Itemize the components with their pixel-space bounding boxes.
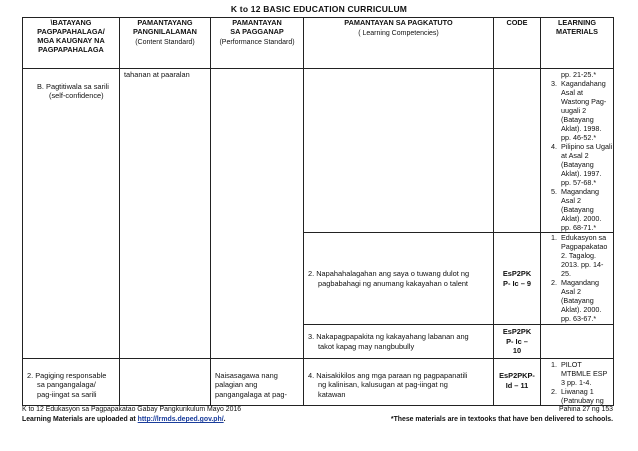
materials-cell: pp. 21-25.* 3. Kagandahang Asal at Wastong Pag-uugali 2 (Batayang Aklat). 1998. pp. 46-52.* 4. Pilipino sa Ugali at Asal 2 (Batayang Aklat). 1997. pp. 57-68.* 5. Magandang Asal 2 (Batayang Aklat). 2000. pp. 68-71.* <box>541 69 614 233</box>
code-cell: EsP2PKP- Id – 11 <box>494 359 541 406</box>
materials-cell <box>541 359 614 406</box>
materials-list <box>541 79 613 232</box>
header-code: CODE <box>494 18 541 69</box>
material-item: 3. Kagandahang Asal at Wastong Pag-uugali 2 (Batayang Aklat). 1998. pp. 46-52.* <box>559 79 613 142</box>
competency-cell: 4. Naisakikilos ang mga paraan ng pagpapanatili ng kalinisan, kalusugan at pag-iingat ng katawan <box>304 359 494 406</box>
content-standard-cell: tahanan at paaralan <box>120 69 211 359</box>
lrmds-link[interactable]: http://lrmds.deped.gov.ph/ <box>137 416 224 423</box>
code-cell-empty <box>494 69 541 233</box>
core-value-cell <box>23 359 120 406</box>
performance-standard-cell <box>211 69 304 359</box>
table-row <box>23 69 614 233</box>
content-standard-cell <box>120 359 211 406</box>
competency-cell-empty <box>304 69 494 233</box>
footer-document-name: K to 12 Edukasyon sa Pagpapakatao Gabay Pangkurikulum Mayo 2016 <box>22 406 242 413</box>
table-header-row <box>23 18 614 69</box>
competency-cell: 2. Napahahalagahan ang saya o tuwang dulot ng pagbabahagi ng anumang kakayahan o talent <box>304 233 494 325</box>
footer-materials-note: Learning Materials are uploaded at http://lrmds.deped.gov.ph/. <box>22 416 226 423</box>
core-value-responsibility: 2. Pagiging responsable sa pangangalaga/ pag-iingat sa sarili <box>27 371 107 399</box>
material-item: 4. Pilipino sa Ugali at Asal 2 (Batayang Aklat). 1997. pp. 57-68.* <box>559 142 613 187</box>
header-content-standard: PAMANTAYANG PANGNILALAMAN (Content Standard) <box>120 18 211 69</box>
header-learning-materials: LEARNING MATERIALS <box>541 18 614 69</box>
material-item: 2. Liwanag 1 (Patnubay ng <box>559 387 613 405</box>
material-item: 2. Magandang Asal 2 (Batayang Aklat). 2000. pp. 63-67.* <box>559 278 613 323</box>
code-cell: EsP2PK P- Ic – 10 <box>494 325 541 359</box>
document-title: K to 12 BASIC EDUCATION CURRICULUM <box>230 4 408 14</box>
header-learning-competencies: PAMANTAYAN SA PAGKATUTO ( Learning Competencies) <box>304 18 494 69</box>
header-performance-standard: PAMANTAYAN SA PAGGANAP (Performance Standard) <box>211 18 304 69</box>
header-core-values: \BATAYANG PAGPAPAHALAGA/ MGA KAUGNAY NA PAGPAPAHALAGA <box>23 18 120 69</box>
competency-cell: 3. Nakapagpapakita ng kakayahang labanan ang takot kapag may nangbubully <box>304 325 494 359</box>
footer-textbook-note: *These materials are in textooks that have ben delivered to schools. <box>390 416 613 423</box>
material-item: 5. Magandang Asal 2 (Batayang Aklat). 2000. pp. 68-71.* <box>559 187 613 232</box>
materials-cell <box>541 233 614 325</box>
material-item: 1. PILOT MTBMLE ESP 3 pp. 1-4. <box>559 360 613 387</box>
curriculum-table <box>22 17 614 406</box>
material-item: 1. Edukasyon sa Pagpapakatao 2. Tagalog. 2013. pp. 14-25. <box>559 233 613 278</box>
footer-page-number: Pahina 27 ng 153 <box>558 406 613 413</box>
table-row <box>23 359 614 406</box>
materials-cell-empty <box>541 325 614 359</box>
core-value-self-confidence: B. Pagtitiwala sa sarili (self-confidence) <box>37 82 109 101</box>
materials-list <box>541 233 613 323</box>
core-value-cell <box>23 69 120 359</box>
code-cell: EsP2PK P- Ic – 9 <box>494 233 541 325</box>
performance-standard-cell: Naisasagawa nang palagian ang pangangalaga at pag- <box>211 359 304 406</box>
materials-list <box>541 359 613 405</box>
